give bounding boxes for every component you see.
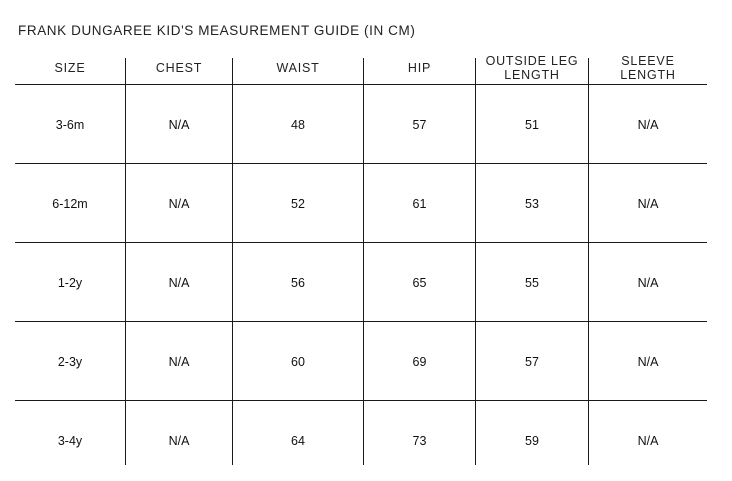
header-chest: CHEST: [155, 61, 203, 75]
cell-outside-leg: 51: [525, 117, 539, 132]
cell-sleeve: N/A: [637, 196, 659, 211]
header-outside-leg-length: OUTSIDE LEG LENGTH: [485, 54, 579, 82]
cell-size: 3-6m: [55, 117, 85, 132]
cell-size: 1-2y: [57, 275, 83, 290]
cell-sleeve: N/A: [637, 117, 659, 132]
cell-size: 6-12m: [52, 196, 88, 211]
cell-outside-leg: 57: [525, 354, 539, 369]
cell-outside-leg: 55: [525, 275, 539, 290]
cell-size: 2-3y: [57, 354, 83, 369]
cell-outside-leg: 53: [525, 196, 539, 211]
cell-sleeve: N/A: [637, 433, 659, 448]
cell-chest: N/A: [168, 117, 190, 132]
cell-chest: N/A: [168, 275, 190, 290]
cell-chest: N/A: [168, 433, 190, 448]
cell-waist: 60: [291, 354, 305, 369]
cell-hip: 69: [412, 354, 427, 369]
header-sleeve-length: SLEEVE LENGTH: [620, 54, 676, 82]
header-hip: HIP: [407, 61, 432, 75]
cell-waist: 48: [291, 117, 305, 132]
page-title: FRANK DUNGAREE KID'S MEASUREMENT GUIDE (IN CM): [18, 23, 416, 38]
cell-waist: 52: [291, 196, 305, 211]
cell-waist: 56: [291, 275, 305, 290]
cell-hip: 61: [412, 196, 427, 211]
cell-sleeve: N/A: [637, 354, 659, 369]
cell-waist: 64: [291, 433, 305, 448]
cell-chest: N/A: [168, 354, 190, 369]
cell-size: 3-4y: [57, 433, 83, 448]
cell-hip: 73: [412, 433, 427, 448]
header-size: SIZE: [54, 61, 86, 75]
cell-hip: 57: [412, 117, 427, 132]
cell-hip: 65: [412, 275, 427, 290]
cell-outside-leg: 59: [525, 433, 539, 448]
cell-sleeve: N/A: [637, 275, 659, 290]
header-waist: WAIST: [276, 61, 320, 75]
measurement-table: [15, 0, 707, 481]
cell-chest: N/A: [168, 196, 190, 211]
